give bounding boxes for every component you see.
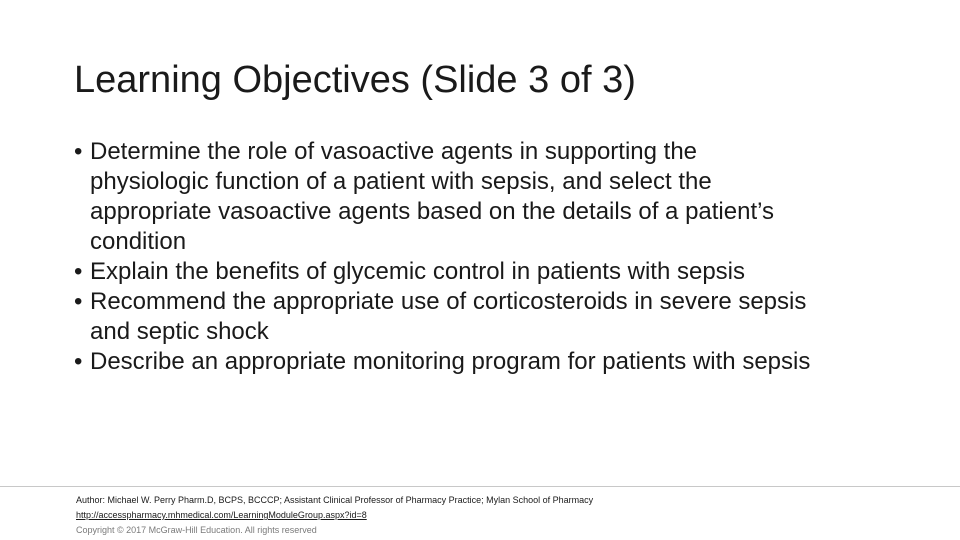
bullet-text: Describe an appropriate monitoring program for patients with sepsis bbox=[90, 348, 811, 375]
footer bbox=[76, 493, 936, 538]
source-link[interactable]: http://accesspharmacy.mhmedical.com/LearningModuleGroup.aspx?id=8 bbox=[76, 510, 367, 520]
slide-title: Learning Objectives (Slide 3 of 3) bbox=[74, 59, 636, 101]
bullet-text: Recommend the appropriate use of corticosteroids in severe sepsis and septic shock bbox=[90, 288, 807, 345]
bullet-marker: • bbox=[74, 138, 83, 165]
list-item bbox=[74, 287, 894, 347]
objectives-list bbox=[74, 137, 894, 377]
copyright-notice: Copyright © 2017 McGraw-Hill Education. All rights reserved bbox=[76, 525, 317, 535]
footer-divider bbox=[0, 486, 960, 487]
list-item bbox=[74, 257, 894, 287]
bullet-marker: • bbox=[74, 258, 83, 285]
bullet-marker: • bbox=[74, 288, 83, 315]
bullet-text: Explain the benefits of glycemic control in patients with sepsis bbox=[90, 258, 745, 285]
list-item bbox=[74, 137, 894, 257]
bullet-text: Determine the role of vasoactive agents in supporting the physiologic function of a patient with sepsis, and select the appropriate vasoactive agents based on the details of a patient’s condition bbox=[90, 138, 775, 255]
bullet-marker: • bbox=[74, 348, 83, 375]
list-item bbox=[74, 347, 894, 377]
author-credit: Author: Michael W. Perry Pharm.D, BCPS, BCCCP; Assistant Clinical Professor of Pharmacy Practice; Mylan School of Pharmacy bbox=[76, 495, 594, 505]
